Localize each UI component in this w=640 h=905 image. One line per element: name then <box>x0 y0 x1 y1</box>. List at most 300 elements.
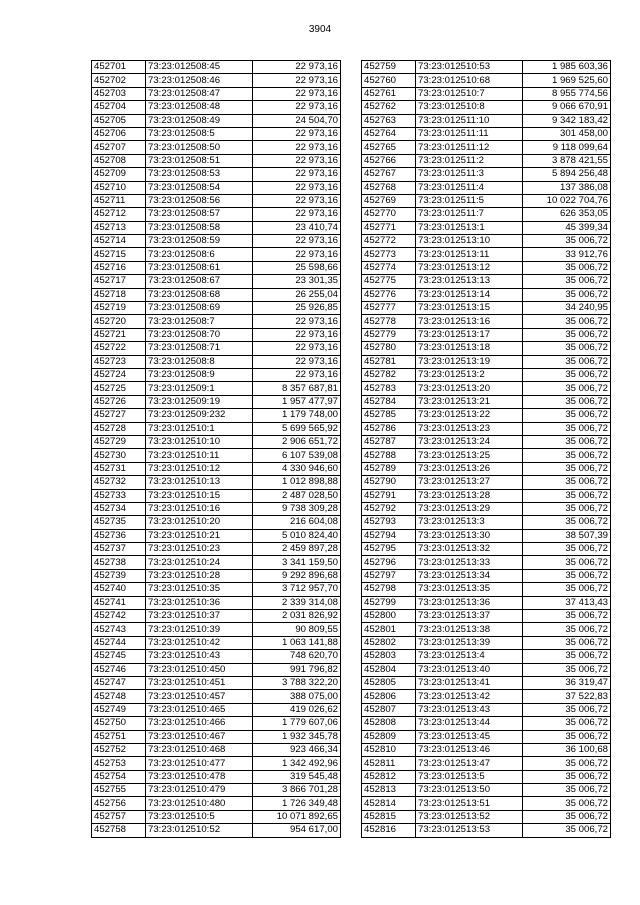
cadastral-number-cell: 73:23:012508:49 <box>146 114 253 127</box>
table-row <box>92 797 341 810</box>
table-row <box>362 556 611 569</box>
table-row <box>362 194 611 207</box>
value-cell: 22 973,16 <box>253 168 341 181</box>
value-cell: 35 006,72 <box>523 650 611 663</box>
record-number-cell: 452784 <box>362 395 416 408</box>
record-number-cell: 452764 <box>362 127 416 140</box>
record-number-cell: 452785 <box>362 409 416 422</box>
value-cell: 22 973,16 <box>253 342 341 355</box>
table-row <box>362 181 611 194</box>
record-number-cell: 452727 <box>92 409 146 422</box>
table-row <box>92 127 341 140</box>
record-number-cell: 452787 <box>362 435 416 448</box>
record-number-cell: 452747 <box>92 676 146 689</box>
cadastral-number-cell: 73:23:012513:24 <box>416 435 523 448</box>
cadastral-number-cell: 73:23:012511:2 <box>416 154 523 167</box>
value-cell: 35 006,72 <box>523 516 611 529</box>
value-cell: 22 973,16 <box>253 87 341 100</box>
record-number-cell: 452794 <box>362 529 416 542</box>
value-cell: 3 878 421,55 <box>523 154 611 167</box>
record-number-cell: 452813 <box>362 784 416 797</box>
table-row <box>92 74 341 87</box>
cadastral-number-cell: 73:23:012510:42 <box>146 636 253 649</box>
cadastral-number-cell: 73:23:012510:477 <box>146 757 253 770</box>
value-cell: 923 466,34 <box>253 743 341 756</box>
table-row <box>362 596 611 609</box>
cadastral-number-cell: 73:23:012513:15 <box>416 302 523 315</box>
table-row <box>92 516 341 529</box>
cadastral-number-cell: 73:23:012513:26 <box>416 462 523 475</box>
record-number-cell: 452712 <box>92 208 146 221</box>
value-cell: 10 071 892,65 <box>253 810 341 823</box>
value-cell: 1 779 607,06 <box>253 717 341 730</box>
cadastral-number-cell: 73:23:012513:38 <box>416 623 523 636</box>
value-cell: 9 292 896,68 <box>253 569 341 582</box>
value-cell: 35 006,72 <box>523 288 611 301</box>
table-row <box>92 810 341 823</box>
record-number-cell: 452765 <box>362 141 416 154</box>
record-number-cell: 452731 <box>92 462 146 475</box>
record-number-cell: 452783 <box>362 382 416 395</box>
table-row <box>92 556 341 569</box>
cadastral-number-cell: 73:23:012513:47 <box>416 757 523 770</box>
value-cell: 35 006,72 <box>523 409 611 422</box>
cadastral-number-cell: 73:23:012511:12 <box>416 141 523 154</box>
table-row <box>92 114 341 127</box>
table-row <box>92 368 341 381</box>
cadastral-number-cell: 73:23:012510:479 <box>146 784 253 797</box>
cadastral-number-cell: 73:23:012510:480 <box>146 797 253 810</box>
table-row <box>362 114 611 127</box>
cadastral-number-cell: 73:23:012508:57 <box>146 208 253 221</box>
cadastral-number-cell: 73:23:012513:13 <box>416 275 523 288</box>
record-number-cell: 452717 <box>92 275 146 288</box>
table-row <box>92 462 341 475</box>
cadastral-number-cell: 73:23:012513:39 <box>416 636 523 649</box>
value-cell: 2 487 028,50 <box>253 489 341 502</box>
cadastral-number-cell: 73:23:012511:5 <box>416 194 523 207</box>
cadastral-number-cell: 73:23:012513:1 <box>416 221 523 234</box>
record-number-cell: 452763 <box>362 114 416 127</box>
cadastral-number-cell: 73:23:012510:28 <box>146 569 253 582</box>
record-number-cell: 452702 <box>92 74 146 87</box>
record-number-cell: 452742 <box>92 610 146 623</box>
record-number-cell: 452757 <box>92 810 146 823</box>
cadastral-number-cell: 73:23:012510:16 <box>146 502 253 515</box>
table-row <box>362 489 611 502</box>
value-cell: 301 458,00 <box>523 127 611 140</box>
cadastral-number-cell: 73:23:012510:11 <box>146 449 253 462</box>
cadastral-number-cell: 73:23:012508:7 <box>146 315 253 328</box>
value-cell: 22 973,16 <box>253 101 341 114</box>
value-cell: 35 006,72 <box>523 476 611 489</box>
table-row <box>362 261 611 274</box>
value-cell: 1 063 141,88 <box>253 636 341 649</box>
record-number-cell: 452704 <box>92 101 146 114</box>
value-cell: 9 118 099,64 <box>523 141 611 154</box>
cadastral-number-cell: 73:23:012513:30 <box>416 529 523 542</box>
value-cell: 3 712 957,70 <box>253 583 341 596</box>
cadastral-number-cell: 73:23:012508:45 <box>146 61 253 74</box>
record-number-cell: 452722 <box>92 342 146 355</box>
cadastral-number-cell: 73:23:012513:50 <box>416 784 523 797</box>
record-number-cell: 452743 <box>92 623 146 636</box>
cadastral-number-cell: 73:23:012508:9 <box>146 368 253 381</box>
table-row <box>92 596 341 609</box>
table-row <box>92 288 341 301</box>
value-cell: 22 973,16 <box>253 61 341 74</box>
record-number-cell: 452810 <box>362 743 416 756</box>
value-cell: 35 006,72 <box>523 489 611 502</box>
table-row <box>92 730 341 743</box>
value-cell: 1 985 603,36 <box>523 61 611 74</box>
value-cell: 35 006,72 <box>523 395 611 408</box>
value-cell: 37 522,83 <box>523 690 611 703</box>
value-cell: 35 006,72 <box>523 462 611 475</box>
record-number-cell: 452733 <box>92 489 146 502</box>
record-number-cell: 452806 <box>362 690 416 703</box>
value-cell: 22 973,16 <box>253 315 341 328</box>
record-number-cell: 452739 <box>92 569 146 582</box>
table-row <box>92 676 341 689</box>
cadastral-number-cell: 73:23:012510:37 <box>146 610 253 623</box>
record-number-cell: 452730 <box>92 449 146 462</box>
cadastral-number-cell: 73:23:012513:53 <box>416 824 523 837</box>
record-number-cell: 452734 <box>92 502 146 515</box>
value-cell: 2 031 826,92 <box>253 610 341 623</box>
record-number-cell: 452795 <box>362 543 416 556</box>
cadastral-number-cell: 73:23:012513:40 <box>416 663 523 676</box>
table-row <box>362 770 611 783</box>
table-row <box>362 810 611 823</box>
cadastral-number-cell: 73:23:012510:1 <box>146 422 253 435</box>
table-row <box>362 663 611 676</box>
table-row <box>92 663 341 676</box>
left-table <box>91 60 341 838</box>
table-row <box>362 690 611 703</box>
value-cell: 25 598,66 <box>253 261 341 274</box>
value-cell: 1 969 525,60 <box>523 74 611 87</box>
value-cell: 1 179 748,00 <box>253 409 341 422</box>
record-number-cell: 452756 <box>92 797 146 810</box>
record-number-cell: 452778 <box>362 315 416 328</box>
table-row <box>92 770 341 783</box>
table-row <box>92 194 341 207</box>
value-cell: 1 957 477,97 <box>253 395 341 408</box>
table-row <box>92 435 341 448</box>
value-cell: 22 973,16 <box>253 194 341 207</box>
record-number-cell: 452770 <box>362 208 416 221</box>
record-number-cell: 452714 <box>92 235 146 248</box>
value-cell: 35 006,72 <box>523 757 611 770</box>
cadastral-number-cell: 73:23:012513:19 <box>416 355 523 368</box>
record-number-cell: 452708 <box>92 154 146 167</box>
value-cell: 35 006,72 <box>523 275 611 288</box>
table-row <box>92 650 341 663</box>
table-row <box>92 569 341 582</box>
table-row <box>362 543 611 556</box>
cadastral-number-cell: 73:23:012509:232 <box>146 409 253 422</box>
record-number-cell: 452726 <box>92 395 146 408</box>
value-cell: 137 386,08 <box>523 181 611 194</box>
cadastral-number-cell: 73:23:012510:7 <box>416 87 523 100</box>
record-number-cell: 452798 <box>362 583 416 596</box>
cadastral-number-cell: 73:23:012510:478 <box>146 770 253 783</box>
value-cell: 35 006,72 <box>523 569 611 582</box>
cadastral-number-cell: 73:23:012510:13 <box>146 476 253 489</box>
record-number-cell: 452815 <box>362 810 416 823</box>
value-cell: 35 006,72 <box>523 610 611 623</box>
cadastral-number-cell: 73:23:012513:5 <box>416 770 523 783</box>
record-number-cell: 452812 <box>362 770 416 783</box>
cadastral-number-cell: 73:23:012510:53 <box>416 61 523 74</box>
table-row <box>92 141 341 154</box>
cadastral-number-cell: 73:23:012508:48 <box>146 101 253 114</box>
table-row <box>362 435 611 448</box>
cadastral-number-cell: 73:23:012509:19 <box>146 395 253 408</box>
table-row <box>362 676 611 689</box>
cadastral-number-cell: 73:23:012508:70 <box>146 328 253 341</box>
value-cell: 6 107 539,08 <box>253 449 341 462</box>
cadastral-number-cell: 73:23:012508:67 <box>146 275 253 288</box>
record-number-cell: 452790 <box>362 476 416 489</box>
record-number-cell: 452761 <box>362 87 416 100</box>
table-row <box>362 74 611 87</box>
table-row <box>92 395 341 408</box>
cadastral-number-cell: 73:23:012513:12 <box>416 261 523 274</box>
cadastral-number-cell: 73:23:012513:17 <box>416 328 523 341</box>
value-cell: 23 301,35 <box>253 275 341 288</box>
record-number-cell: 452752 <box>92 743 146 756</box>
value-cell: 22 973,16 <box>253 368 341 381</box>
record-number-cell: 452744 <box>92 636 146 649</box>
record-number-cell: 452741 <box>92 596 146 609</box>
value-cell: 8 357 687,81 <box>253 382 341 395</box>
record-number-cell: 452725 <box>92 382 146 395</box>
cadastral-number-cell: 73:23:012508:50 <box>146 141 253 154</box>
record-number-cell: 452773 <box>362 248 416 261</box>
table-row <box>362 355 611 368</box>
cadastral-number-cell: 73:23:012509:1 <box>146 382 253 395</box>
cadastral-number-cell: 73:23:012513:14 <box>416 288 523 301</box>
value-cell: 35 006,72 <box>523 261 611 274</box>
value-cell: 33 912,76 <box>523 248 611 261</box>
table-row <box>362 743 611 756</box>
table-row <box>92 87 341 100</box>
record-number-cell: 452745 <box>92 650 146 663</box>
table-row <box>92 476 341 489</box>
record-number-cell: 452804 <box>362 663 416 676</box>
table-row <box>92 355 341 368</box>
value-cell: 35 006,72 <box>523 623 611 636</box>
cadastral-number-cell: 73:23:012511:3 <box>416 168 523 181</box>
table-row <box>362 127 611 140</box>
value-cell: 35 006,72 <box>523 449 611 462</box>
value-cell: 37 413,43 <box>523 596 611 609</box>
record-number-cell: 452762 <box>362 101 416 114</box>
value-cell: 2 459 897,28 <box>253 543 341 556</box>
cadastral-number-cell: 73:23:012513:44 <box>416 717 523 730</box>
right-table-body <box>362 61 611 838</box>
value-cell: 22 973,16 <box>253 355 341 368</box>
cadastral-number-cell: 73:23:012508:8 <box>146 355 253 368</box>
record-number-cell: 452720 <box>92 315 146 328</box>
record-number-cell: 452805 <box>362 676 416 689</box>
value-cell: 4 330 946,60 <box>253 462 341 475</box>
cadastral-number-cell: 73:23:012513:36 <box>416 596 523 609</box>
table-row <box>92 623 341 636</box>
value-cell: 36 100,68 <box>523 743 611 756</box>
value-cell: 5 010 824,40 <box>253 529 341 542</box>
table-row <box>92 543 341 556</box>
cadastral-number-cell: 73:23:012508:69 <box>146 302 253 315</box>
record-number-cell: 452751 <box>92 730 146 743</box>
cadastral-number-cell: 73:23:012508:5 <box>146 127 253 140</box>
record-number-cell: 452807 <box>362 703 416 716</box>
table-row <box>92 315 341 328</box>
record-number-cell: 452788 <box>362 449 416 462</box>
value-cell: 35 006,72 <box>523 717 611 730</box>
table-row <box>362 382 611 395</box>
table-row <box>92 409 341 422</box>
cadastral-number-cell: 73:23:012510:68 <box>416 74 523 87</box>
record-number-cell: 452719 <box>92 302 146 315</box>
cadastral-number-cell: 73:23:012513:29 <box>416 502 523 515</box>
table-row <box>362 221 611 234</box>
record-number-cell: 452793 <box>362 516 416 529</box>
value-cell: 8 955 774,56 <box>523 87 611 100</box>
value-cell: 22 973,16 <box>253 127 341 140</box>
value-cell: 38 507,39 <box>523 529 611 542</box>
cadastral-number-cell: 73:23:012508:47 <box>146 87 253 100</box>
record-number-cell: 452811 <box>362 757 416 770</box>
table-row <box>92 154 341 167</box>
value-cell: 748 620,70 <box>253 650 341 663</box>
record-number-cell: 452707 <box>92 141 146 154</box>
cadastral-number-cell: 73:23:012508:59 <box>146 235 253 248</box>
cadastral-number-cell: 73:23:012513:25 <box>416 449 523 462</box>
cadastral-number-cell: 73:23:012510:450 <box>146 663 253 676</box>
table-row <box>362 235 611 248</box>
table-row <box>92 502 341 515</box>
record-number-cell: 452772 <box>362 235 416 248</box>
record-number-cell: 452768 <box>362 181 416 194</box>
value-cell: 22 973,16 <box>253 248 341 261</box>
table-row <box>362 141 611 154</box>
table-row <box>92 168 341 181</box>
value-cell: 388 075,00 <box>253 690 341 703</box>
cadastral-number-cell: 73:23:012510:43 <box>146 650 253 663</box>
cadastral-number-cell: 73:23:012511:11 <box>416 127 523 140</box>
cadastral-number-cell: 73:23:012508:56 <box>146 194 253 207</box>
record-number-cell: 452809 <box>362 730 416 743</box>
table-row <box>362 275 611 288</box>
table-row <box>362 502 611 515</box>
table-row <box>92 422 341 435</box>
table-row <box>362 636 611 649</box>
value-cell: 90 809,55 <box>253 623 341 636</box>
value-cell: 26 255,04 <box>253 288 341 301</box>
table-row <box>92 342 341 355</box>
record-number-cell: 452729 <box>92 435 146 448</box>
record-number-cell: 452767 <box>362 168 416 181</box>
value-cell: 319 545,48 <box>253 770 341 783</box>
value-cell: 22 973,16 <box>253 74 341 87</box>
value-cell: 35 006,72 <box>523 824 611 837</box>
value-cell: 991 796,82 <box>253 663 341 676</box>
record-number-cell: 452713 <box>92 221 146 234</box>
value-cell: 23 410,74 <box>253 221 341 234</box>
table-row <box>362 288 611 301</box>
table-row <box>92 449 341 462</box>
record-number-cell: 452776 <box>362 288 416 301</box>
value-cell: 3 866 701,28 <box>253 784 341 797</box>
cadastral-number-cell: 73:23:012513:3 <box>416 516 523 529</box>
record-number-cell: 452754 <box>92 770 146 783</box>
table-row <box>92 743 341 756</box>
value-cell: 2 906 651,72 <box>253 435 341 448</box>
table-row <box>362 248 611 261</box>
table-row <box>362 476 611 489</box>
value-cell: 35 006,72 <box>523 315 611 328</box>
cadastral-number-cell: 73:23:012513:23 <box>416 422 523 435</box>
value-cell: 34 240,95 <box>523 302 611 315</box>
record-number-cell: 452814 <box>362 797 416 810</box>
record-number-cell: 452792 <box>362 502 416 515</box>
value-cell: 10 022 704,76 <box>523 194 611 207</box>
value-cell: 2 339 314,08 <box>253 596 341 609</box>
table-row <box>92 583 341 596</box>
value-cell: 35 006,72 <box>523 583 611 596</box>
value-cell: 45 399,34 <box>523 221 611 234</box>
cadastral-number-cell: 73:23:012508:68 <box>146 288 253 301</box>
cadastral-number-cell: 73:23:012510:15 <box>146 489 253 502</box>
record-number-cell: 452718 <box>92 288 146 301</box>
cadastral-number-cell: 73:23:012510:39 <box>146 623 253 636</box>
cadastral-number-cell: 73:23:012513:16 <box>416 315 523 328</box>
cadastral-number-cell: 73:23:012513:51 <box>416 797 523 810</box>
cadastral-number-cell: 73:23:012508:6 <box>146 248 253 261</box>
table-row <box>362 449 611 462</box>
table-row <box>362 824 611 837</box>
table-row <box>92 610 341 623</box>
cadastral-number-cell: 73:23:012510:457 <box>146 690 253 703</box>
record-number-cell: 452808 <box>362 717 416 730</box>
value-cell: 35 006,72 <box>523 382 611 395</box>
value-cell: 22 973,16 <box>253 181 341 194</box>
table-row <box>362 462 611 475</box>
cadastral-number-cell: 73:23:012513:11 <box>416 248 523 261</box>
value-cell: 9 066 670,91 <box>523 101 611 114</box>
record-number-cell: 452703 <box>92 87 146 100</box>
record-number-cell: 452746 <box>92 663 146 676</box>
cadastral-number-cell: 73:23:012513:34 <box>416 569 523 582</box>
table-row <box>362 368 611 381</box>
table-row <box>92 248 341 261</box>
value-cell: 216 604,08 <box>253 516 341 529</box>
table-row <box>362 168 611 181</box>
value-cell: 35 006,72 <box>523 543 611 556</box>
cadastral-number-cell: 73:23:012508:71 <box>146 342 253 355</box>
record-number-cell: 452816 <box>362 824 416 837</box>
value-cell: 35 006,72 <box>523 663 611 676</box>
value-cell: 22 973,16 <box>253 328 341 341</box>
table-row <box>92 61 341 74</box>
value-cell: 35 006,72 <box>523 784 611 797</box>
cadastral-number-cell: 73:23:012513:42 <box>416 690 523 703</box>
record-number-cell: 452789 <box>362 462 416 475</box>
record-number-cell: 452786 <box>362 422 416 435</box>
